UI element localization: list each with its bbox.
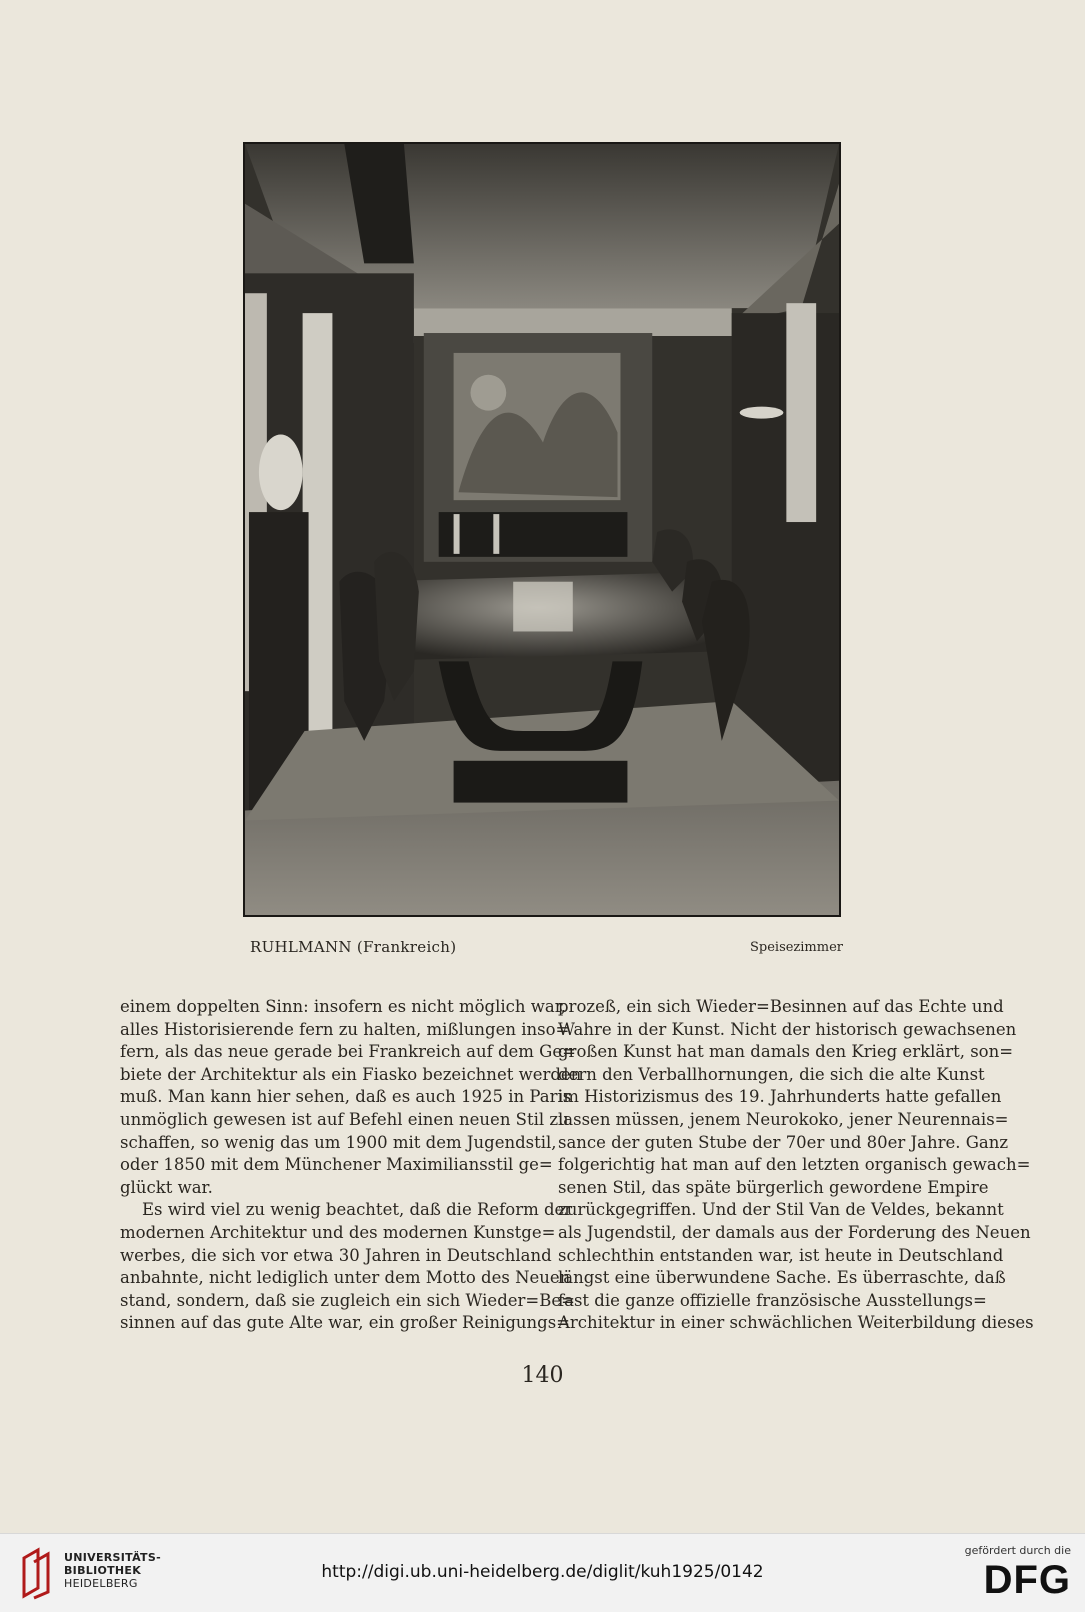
text-line: schaffen, so wenig das um 1900 mit dem Jugendstil, bbox=[120, 1132, 557, 1152]
text-line: biete der Architektur als ein Fiasko bezeichnet werden bbox=[120, 1064, 582, 1084]
dining-room-image bbox=[245, 144, 839, 915]
text-line: glückt war. bbox=[120, 1177, 213, 1197]
page-number: 140 bbox=[521, 1363, 564, 1388]
text-line: sance der guten Stube der 70er und 80er Jahre. Ganz bbox=[558, 1132, 1009, 1152]
figure-caption-title: Speisezimmer bbox=[749, 940, 843, 955]
text-column-left bbox=[120, 996, 582, 1335]
text-line: einem doppelten Sinn: insofern es nicht möglich war, bbox=[120, 997, 567, 1016]
text-line: alles Historisierende fern zu halten, mißlungen inso= bbox=[120, 1019, 570, 1039]
text-line: Wahre in der Kunst. Nicht der historisch gewachsenen bbox=[558, 1019, 1017, 1039]
dining-room-photograph bbox=[243, 142, 841, 917]
text-line: großen Kunst hat man damals den Krieg erklärt, son= bbox=[558, 1042, 1014, 1062]
text-line: Architektur in einer schwächlichen Weiterbildung dieses bbox=[558, 1313, 1034, 1333]
text-line: prozeß, ein sich Wieder=Besinnen auf das Echte und bbox=[558, 997, 1004, 1016]
text-line: oder 1850 mit dem Münchener Maximiliansstil ge= bbox=[120, 1155, 553, 1175]
text-line: zurückgegriffen. Und der Stil Van de Veldes, bekannt bbox=[558, 1200, 1004, 1220]
text-line: senen Stil, das späte bürgerlich gewordene Empire bbox=[558, 1177, 989, 1197]
text-line: als Jugendstil, der damals aus der Forderung des Neuen bbox=[558, 1222, 1031, 1242]
text-line: Es wird viel zu wenig beachtet, daß die Reform der bbox=[142, 1200, 573, 1220]
text-line: längst eine überwundene Sache. Es überraschte, daß bbox=[558, 1268, 1006, 1288]
text-line: werbes, die sich vor etwa 30 Jahren in Deutschland bbox=[120, 1245, 552, 1265]
viewer-footer bbox=[0, 1533, 1085, 1612]
permalink-url[interactable]: http://digi.ub.uni-heidelberg.de/diglit/kuh1925/0142 bbox=[321, 1562, 764, 1582]
text-line: dern den Verballhornungen, die sich die alte Kunst bbox=[558, 1064, 985, 1084]
funding-note: gefördert durch die bbox=[964, 1544, 1071, 1557]
text-line: muß. Man kann hier sehen, daß es auch 1925 in Paris bbox=[120, 1087, 572, 1107]
text-line: schlechthin entstanden war, ist heute in Deutschland bbox=[558, 1245, 1004, 1265]
text-line: fast die ganze offizielle französische Ausstellungs= bbox=[558, 1290, 987, 1310]
text-line: anbahnte, nicht lediglich unter dem Motto des Neuen bbox=[120, 1268, 571, 1288]
text-column-right bbox=[558, 996, 1034, 1335]
text-line: folgerichtig hat man auf den letzten organisch gewach= bbox=[558, 1155, 1031, 1175]
text-line: fern, als das neue gerade bei Frankreich auf dem Ge= bbox=[120, 1042, 576, 1062]
text-line: modernen Architektur und des modernen Kunstge= bbox=[120, 1222, 556, 1242]
text-line: stand, sondern, daß sie zugleich ein sich Wieder=Be= bbox=[120, 1290, 575, 1310]
figure-caption-artist: RUHLMANN (Frankreich) bbox=[250, 938, 457, 956]
library-name-line: UNIVERSITÄTS- bbox=[64, 1551, 161, 1564]
dfg-logo: DFG bbox=[983, 1558, 1071, 1602]
text-line: im Historizismus des 19. Jahrhunderts hatte gefallen bbox=[558, 1087, 1002, 1107]
text-line: unmöglich gewesen ist auf Befehl einen neuen Stil zu bbox=[120, 1109, 569, 1129]
text-line: lassen müssen, jenem Neurokoko, jener Neurennais= bbox=[558, 1109, 1009, 1129]
library-name-line: HEIDELBERG bbox=[64, 1577, 138, 1590]
library-name-line: BIBLIOTHEK bbox=[64, 1564, 142, 1577]
text-line: sinnen auf das gute Alte war, ein großer Reinigungs= bbox=[120, 1313, 571, 1333]
